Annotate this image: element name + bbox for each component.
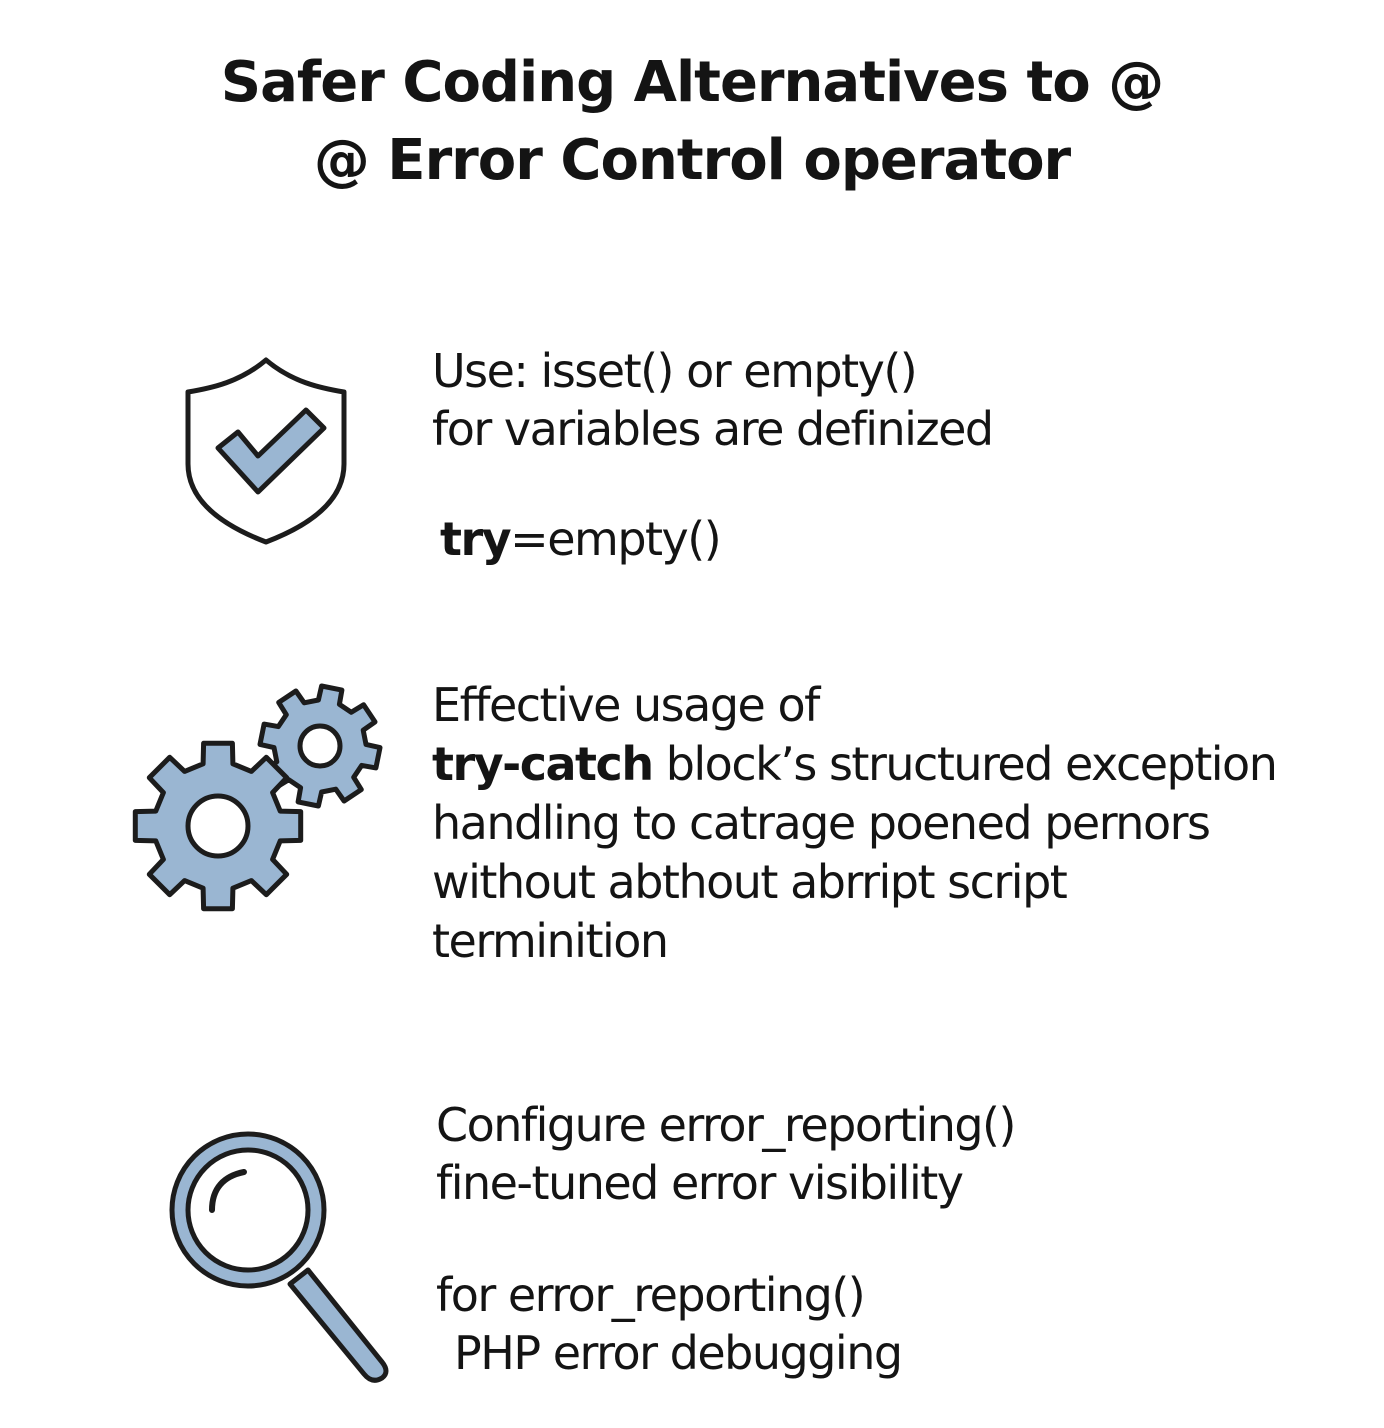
section-2-line-3: handling to catrage poened pernors: [432, 796, 1210, 850]
section-2-line-2-rest: block’s structured exception: [652, 737, 1277, 791]
section-3-line-2: fine-tuned error visibility: [436, 1156, 963, 1210]
gear-large-icon: [135, 743, 300, 908]
section-3-example: [436, 1266, 902, 1382]
shield-check-icon: [180, 352, 356, 548]
section-3-example-line-1: for error_reporting(): [436, 1268, 865, 1322]
section-3-heading: [436, 1096, 1015, 1212]
section-3-example-line-2: PHP error debugging: [454, 1326, 902, 1380]
section-2-line-1: Effective usage of: [432, 678, 819, 732]
section-2-line-5: terminition: [432, 914, 668, 968]
title-line-2: @ Error Control operator: [313, 128, 1071, 193]
section-1-example-keyword: try: [440, 512, 511, 566]
section-1-example: [440, 510, 720, 568]
section-3-line-1: Configure error_reporting(): [436, 1098, 1015, 1152]
page-title: [0, 44, 1384, 200]
section-1-heading: [432, 342, 993, 458]
section-1-example-rest: =empty(): [510, 512, 721, 566]
title-line-1: Safer Coding Alternatives to @: [220, 50, 1164, 115]
section-2-keyword: try-catch: [432, 737, 653, 791]
section-2-text: [432, 676, 1276, 971]
section-1-line-2: for variables are definized: [432, 402, 993, 456]
section-1-line-1: Use: isset() or empty(): [432, 344, 917, 398]
gears-icon: [130, 680, 390, 916]
section-2-line-4: without abthout abrript script: [432, 855, 1067, 909]
magnifier-icon: [168, 1126, 408, 1386]
